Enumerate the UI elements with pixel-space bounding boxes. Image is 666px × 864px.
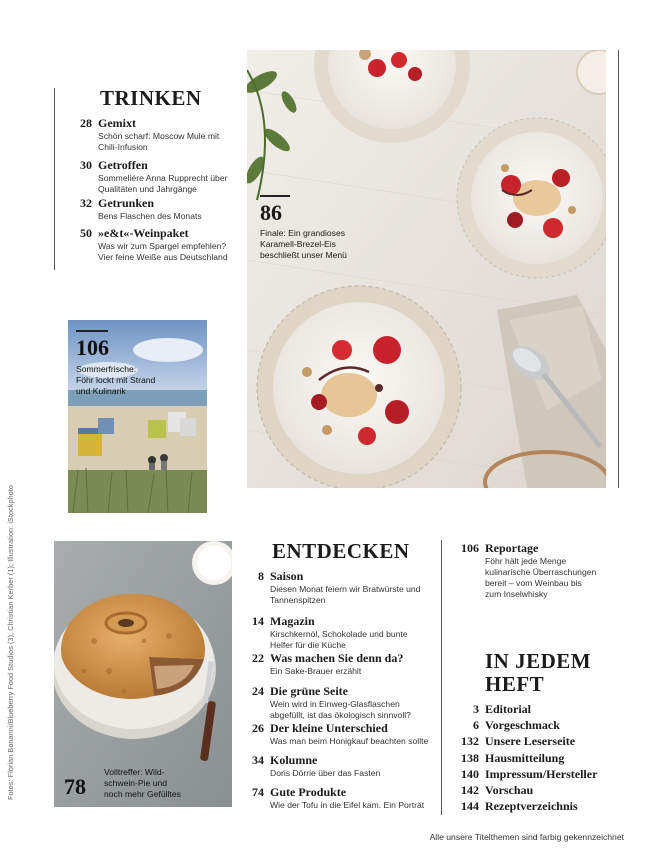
heft-item[interactable]: [449, 767, 619, 783]
heft-item-page: 144: [461, 799, 479, 814]
beach-page-number: 106: [76, 335, 109, 360]
text-line: Was wir zum Spargel empfehlen?: [98, 241, 227, 251]
text-line: Qualitäten und Jahrgänge: [98, 184, 197, 194]
entry-title: Der kleine Unterschied: [270, 721, 388, 735]
text-line: bereit – vom Weinbau bis: [485, 578, 582, 588]
entry-page: 30: [80, 158, 92, 172]
entry-page: 24: [252, 684, 264, 698]
entry-page: 26: [252, 721, 264, 735]
entry-description: [270, 768, 380, 779]
text-line: Sommerfrische:: [76, 364, 137, 374]
text-line: Diesen Monat feiern wir Bratwürste und: [270, 584, 421, 594]
text-line: Finale: Ein grandioses: [260, 228, 346, 238]
text-line: Wein wird in Einweg-Glasflaschen: [270, 699, 400, 709]
heft-item[interactable]: [449, 718, 619, 734]
divider-right-top: [618, 50, 619, 488]
heft-item-title: Editorial: [485, 702, 532, 716]
entry-description: [98, 241, 228, 263]
text-line: Vier feine Weiße aus Deutschland: [98, 252, 228, 262]
entry-title: Was machen Sie denn da?: [270, 651, 404, 665]
beach-page-rule: [76, 330, 108, 332]
entry-page: 34: [252, 753, 264, 767]
entry-page: 14: [252, 614, 264, 628]
divider-left-top: [54, 88, 55, 270]
dessert-page-number: 86: [260, 200, 282, 225]
text-line: Schön scharf: Moscow Mule mit: [98, 131, 220, 141]
heading-line-1: IN JEDEM: [485, 649, 592, 673]
text-line: noch mehr Gefülltes: [104, 789, 181, 799]
heft-item-page: 6: [473, 718, 479, 733]
heft-item-title: Hausmitteilung: [485, 750, 565, 765]
entry-title: Getroffen: [98, 158, 148, 172]
text-line: abgefüllt, ist das ökologisch sinnvoll?: [270, 710, 411, 720]
entry-page: 74: [252, 785, 264, 799]
entdecken-list: [234, 569, 439, 814]
text-line: Sommeliére Anna Rupprecht über: [98, 173, 228, 183]
heft-item-page: 140: [461, 766, 479, 781]
photo-credit-text: Fotos: Florian Bonanni/Blueberry Food Studios (3), Christian Kerber (1); Illustration: iStockphoto: [6, 484, 15, 800]
entry-description: [485, 556, 596, 600]
pie-caption: [104, 767, 181, 800]
entry-page: 28: [80, 116, 92, 130]
heading-line-2: HEFT: [485, 672, 545, 696]
in-jedem-heft-list: [449, 702, 619, 814]
heft-item[interactable]: [449, 734, 619, 750]
heft-item-title: Rezeptverzeichnis: [485, 799, 578, 814]
heft-item-title: Impressum/Hersteller: [485, 766, 598, 781]
entry-description: [98, 211, 202, 222]
heft-item-page: 3: [473, 702, 479, 716]
text-line: Karamell-Brezel-Eis: [260, 239, 336, 249]
heft-item[interactable]: [449, 783, 619, 799]
photo-credit: [6, 470, 18, 800]
entry-title: Magazin: [270, 614, 315, 628]
entry-description: [270, 584, 420, 606]
entry-title: Saison: [270, 569, 304, 583]
entry-description: [270, 736, 428, 747]
dessert-page-rule: [260, 195, 290, 197]
heft-item-page: 142: [461, 783, 479, 797]
text-line: zum Inselwhisky: [485, 589, 548, 599]
text-line: Tannenspitzen: [270, 595, 326, 605]
text-line: Bens Flaschen des Monats: [98, 211, 202, 221]
text-line: und Kulinarik: [76, 386, 126, 396]
text-line: kulinarische Überraschungen: [485, 567, 597, 577]
footer-note: Alle unsere Titelthemen sind farbig gekennzeichnet: [429, 832, 624, 842]
entry-title: Reportage: [485, 541, 539, 555]
text-line: Helfer für die Küche: [270, 640, 346, 650]
dessert-caption: [260, 228, 347, 261]
entry-page: 106: [461, 541, 479, 555]
text-line: Kirschkernöl, Schokolade und bunte: [270, 629, 408, 639]
entry-page: 50: [80, 226, 92, 240]
pie-photo[interactable]: [54, 541, 232, 807]
heft-item-page: 132: [461, 734, 479, 749]
entry-title: Die grüne Seite: [270, 684, 348, 698]
entry-description: [98, 131, 219, 153]
entry-page: 32: [80, 196, 92, 210]
beach-photo[interactable]: [68, 320, 207, 513]
divider-middle-bottom: [441, 540, 442, 815]
pie-page-number: 78: [64, 774, 86, 799]
heft-item[interactable]: [449, 799, 619, 815]
heft-item-title: Vorschau: [485, 783, 534, 797]
heft-item-title: Unsere Leserseite: [485, 734, 576, 749]
entry-page: 22: [252, 651, 264, 665]
dessert-illustration: [247, 50, 606, 488]
section-title-in-jedem-heft: [485, 650, 591, 696]
section-title-entdecken: ENTDECKEN: [272, 539, 410, 563]
entry-description: [270, 629, 408, 651]
entry-title: Kolumne: [270, 753, 318, 767]
dessert-photo[interactable]: [247, 50, 606, 488]
heft-item-page: 138: [461, 750, 479, 765]
heft-item-title: Vorgeschmack: [485, 718, 560, 733]
text-line: Ein Sake-Brauer erzählt: [270, 666, 362, 676]
entry-title: Gemixt: [98, 116, 136, 130]
text-line: Was man beim Honigkauf beachten sollte: [270, 736, 429, 746]
entry-description: [270, 699, 411, 721]
entry-reportage[interactable]: [449, 541, 619, 611]
text-line: Chili-Infusion: [98, 142, 148, 152]
entry-page: 8: [258, 569, 264, 583]
section-title-trinken: TRINKEN: [100, 86, 202, 110]
text-line: Föhr hält jede Menge: [485, 556, 567, 566]
text-line: schwein-Pie und: [104, 778, 168, 788]
text-line: Wie der Tofu in die Eifel kam. Ein Porträt: [270, 800, 425, 810]
entry-description: [98, 173, 227, 195]
text-line: Föhr lockt mit Strand: [76, 375, 156, 385]
entry-title: »e&t«-Weinpaket: [98, 226, 189, 240]
trinken-list: [62, 116, 242, 266]
entry-description: [270, 800, 424, 811]
beach-caption: [76, 364, 155, 397]
entry-title: Gute Produkte: [270, 785, 347, 799]
text-line: beschließt unser Menü: [260, 250, 347, 260]
heft-item[interactable]: [449, 751, 619, 767]
text-line: Volltreffer: Wild-: [104, 767, 165, 777]
heft-item[interactable]: [449, 702, 619, 718]
entry-description: [270, 666, 361, 677]
text-line: Doris Dörrie über das Fasten: [270, 768, 381, 778]
entry-title: Getrunken: [98, 196, 155, 210]
